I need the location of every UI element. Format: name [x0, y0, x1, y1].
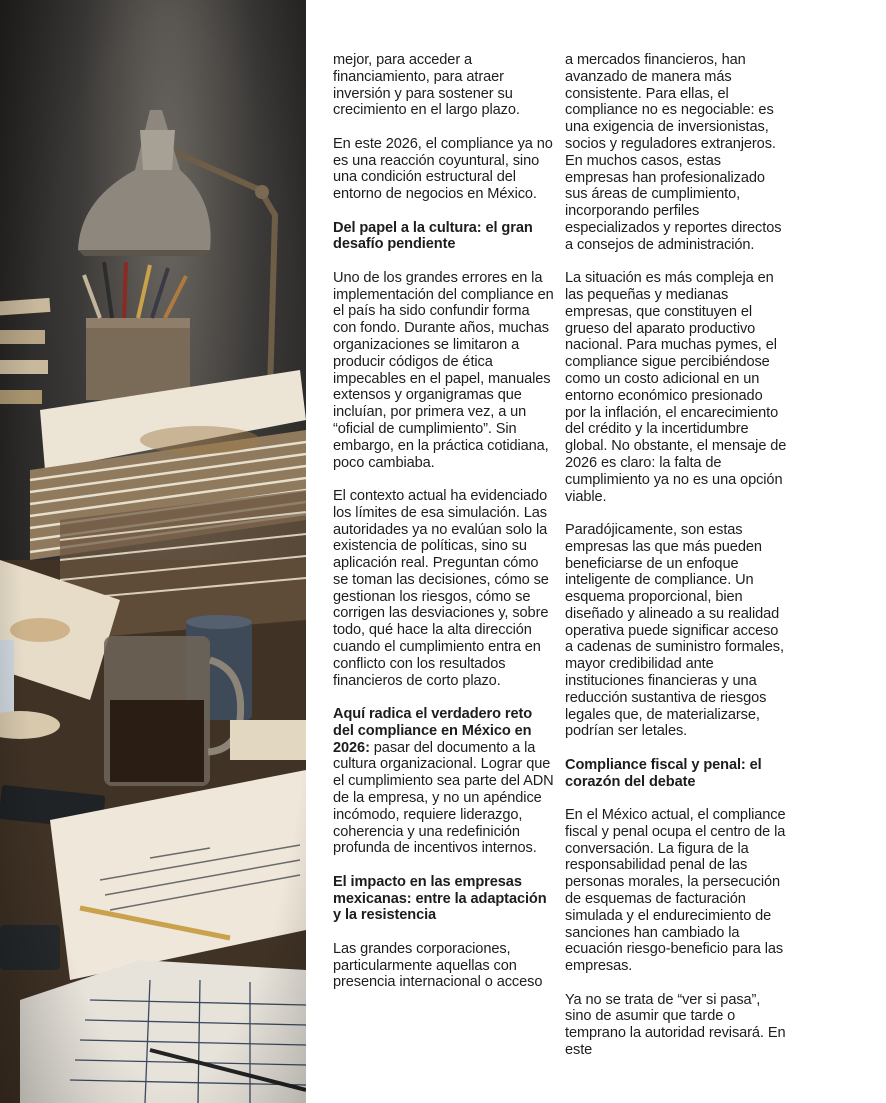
paragraph: a mercados financieros, han avanzado de manera más consistente. Para ellas, el compliance no es negociable: es una exigencia de inversionistas, socios y reguladores extranjeros. En muchos casos, estas empresas han profesionalizado sus áreas de cumplimiento, incorporando perfiles especializados y reportes directos a consejos de administración. [565, 52, 782, 253]
paragraph: El contexto actual ha evidenciado los límites de esa simulación. Las autoridades ya no evalúan solo la existencia de políticas, sino su aplicación real. Preguntan cómo se toman las decisiones, cómo se gestionan los riesgos, cómo se corrigen las desviaciones y, sobre todo, qué hace la alta dirección cuando el cumplimiento entra en conflicto con los resultados financieros de corto plazo. [333, 487, 549, 689]
paragraph [333, 706, 555, 857]
paragraph: Ya no se trata de “ver si pasa”, sino de asumir que tarde o temprano la autoridad revisará. En este [565, 991, 786, 1058]
paragraph: Uno de los grandes errores en la implementación del compliance en el país ha sido confundir forma con fondo. Durante años, muchas organizaciones se limitaron a producir códigos de ética impecables en el papel, manuales extensos y organigramas que incluían, por primera vez, a un “oficial de cumplimiento”. Sin embargo, en la práctica cotidiana, poco cambiaba. [333, 269, 554, 471]
section-heading: Del papel a la cultura: el gran desafío pendiente [333, 219, 533, 253]
article-column-left [333, 52, 555, 1008]
paragraph: Las grandes corporaciones, particularmente aquellas con presencia internacional o acceso [333, 940, 543, 991]
article-column-right [565, 52, 787, 1075]
paragraph: La situación es más compleja en las pequeñas y medianas empresas, que constituyen el grueso del aparato productivo nacional. Para muchas pymes, el compliance sigue percibiéndose como un costo adicional en un entorno económico presionado por la inflación, el encarecimiento del crédito y la incertidumbre global. No obstante, el mensaje de 2026 es claro: la falta de cumplimiento ya no es una opción viable. [565, 270, 787, 505]
paragraph: En el México actual, el compliance fiscal y penal ocupa el centro de la conversación. La figura de la responsabilidad penal de las personas morales, la persecución de esquemas de facturación simulada y el endurecimiento de sanciones han cambiado la ecuación riesgo-beneficio para las empresas. [565, 807, 786, 975]
paragraph-rest: pasar del documento a la cultura organizacional. Lograr que el cumplimiento sea parte del ADN de la empresa, y no un apéndice incómodo, requiere liderazgo, coherencia y una redefinición profunda de incentivos internos. [333, 739, 554, 857]
paragraph: En este 2026, el compliance ya no es una reacción coyuntural, sino una condición estructural del entorno de negocios en México. [333, 135, 553, 203]
paragraph-bold-lead: Aquí radica el verdadero reto del compliance en México en 2026: [333, 706, 533, 756]
desk-scene-icon [0, 0, 306, 1103]
section-heading: Compliance fiscal y penal: el corazón del debate [565, 756, 762, 790]
paragraph: mejor, para acceder a financiamiento, para atraer inversión y para sostener su crecimiento en el largo plazo. [333, 52, 520, 119]
section-heading: El impacto en las empresas mexicanas: entre la adaptación y la resistencia [333, 873, 547, 924]
desk-papers-illustration [0, 0, 306, 1103]
paragraph: Paradójicamente, son estas empresas las que más pueden beneficiarse de un enfoque inteligente de compliance. Un esquema proporcional, bien diseñado y alineado a su realidad operativa puede significar acceso a cadenas de suministro formales, mayor credibilidad ante instituciones financieras y una reducción sustantiva de riesgos legales que, de materializarse, podrían ser letales. [565, 521, 784, 740]
